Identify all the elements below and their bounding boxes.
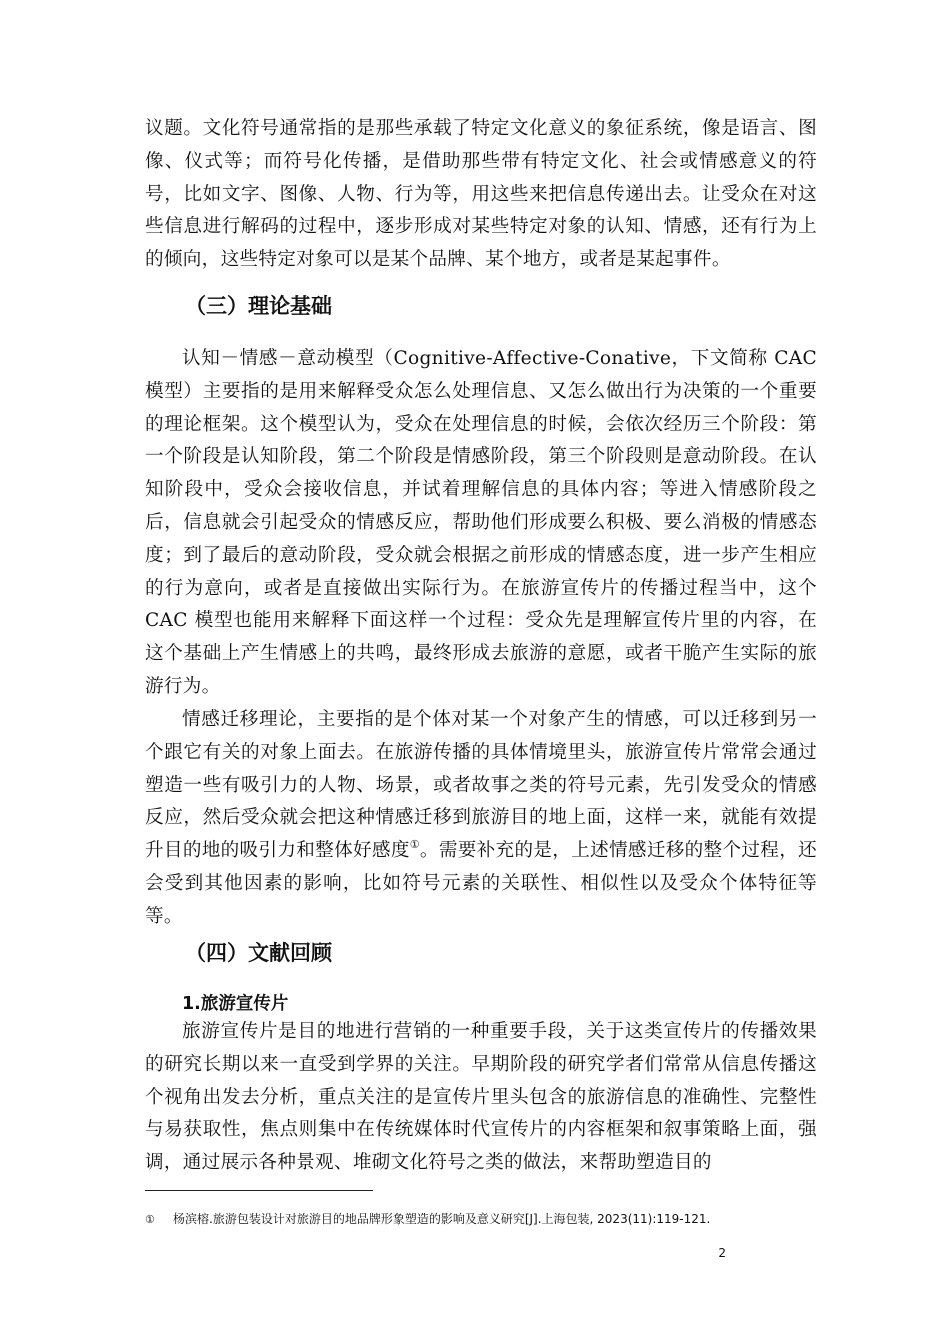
paragraph-cac-model: 认知－情感－意动模型（Cognitive-Affective-Conative，下文简称 CAC 模型）主要指的是用来解释受众怎么处理信息、又怎么做出行为决策的一个重要的理论框架。这个模型认为，受众在处理信息的时候，会依次经历三个阶段：第一个阶段是认知阶段，第二个阶段是情感阶段，第三个阶段则是意动阶段。在认知阶段中，受众会接收信息，并试着理解信息的具体内容；等进入情感阶段之后，信息就会引起受众的情感反应，帮助他们形成要么积极、要么消极的情感态度；到了最后的意动阶段，受众就会根据之前形成的情感态度，进一步产生相应的行为意向，或者是直接做出实际行为。在旅游宣传片的传播过程当中，这个 CAC 模型也能用来解释下面这样一个过程：受众先是理解宣传片里的内容，在这个基础上产生情感上的共鸣，最终形成去旅游的意愿，或者干脆产生实际的旅游行为。 <box>145 348 817 697</box>
footnote-reference[interactable]: ① <box>409 838 420 852</box>
section-heading-literature-review: （四）文献回顾 <box>185 941 332 965</box>
page-number: 2 <box>718 1246 726 1260</box>
footnote-mark: ① <box>145 1213 155 1226</box>
paragraph-emotion-transfer-part2: 。需要补充的是，上述情感迁移的整个过程，还会受到其他因素的影响，比如符号元素的关联性、相似性以及受众个体特征等等。 <box>145 840 817 927</box>
subsection-heading-tourism-videos: 1.旅游宣传片 <box>182 994 289 1014</box>
footnote-text: 杨滨榕.旅游包装设计对旅游目的地品牌形象塑造的影响及意义研究[J].上海包装, 2023(11):119-121. <box>173 1212 711 1226</box>
paragraph-cultural-symbols: 议题。文化符号通常指的是那些承载了特定文化意义的象征系统，像是语言、图像、仪式等；而符号化传播，是借助那些带有特定文化、社会或情感意义的符号，比如文字、图像、人物、行为等，用这些来把信息传递出去。让受众在对这些信息进行解码的过程中，逐步形成对某些特定对象的认知、情感，还有行为上的倾向，这些特定对象可以是某个品牌、某个地方，或者是某起事件。 <box>145 118 817 271</box>
section-heading-theory: （三）理论基础 <box>185 294 332 318</box>
paragraph-emotion-transfer-part1: 情感迁移理论，主要指的是个体对某一个对象产生的情感，可以迁移到另一个跟它有关的对象上面去。在旅游传播的具体情境里头，旅游宣传片常常会通过塑造一些有吸引力的人物、场景，或者故事之类的符号元素，先引发受众的情感反应，然后受众就会把这种情感迁移到旅游目的地上面，这样一来，就能有效提升目的地的吸引力和整体好感度 <box>145 709 817 862</box>
paragraph-tourism-videos: 旅游宣传片是目的地进行营销的一种重要手段，关于这类宣传片的传播效果的研究长期以来一直受到学界的关注。早期阶段的研究学者们常常从信息传播这个视角出发去分析，重点关注的是宣传片里头包含的旅游信息的准确性、完整性与易获取性，焦点则集中在传统媒体时代宣传片的内容框架和叙事策略上面，强调，通过展示各种景观、堆砌文化符号之类的做法，来帮助塑造目的 <box>145 1021 817 1174</box>
paragraph-emotion-transfer <box>145 704 817 934</box>
footnote-separator <box>145 1190 373 1191</box>
footnote <box>145 1210 845 1229</box>
